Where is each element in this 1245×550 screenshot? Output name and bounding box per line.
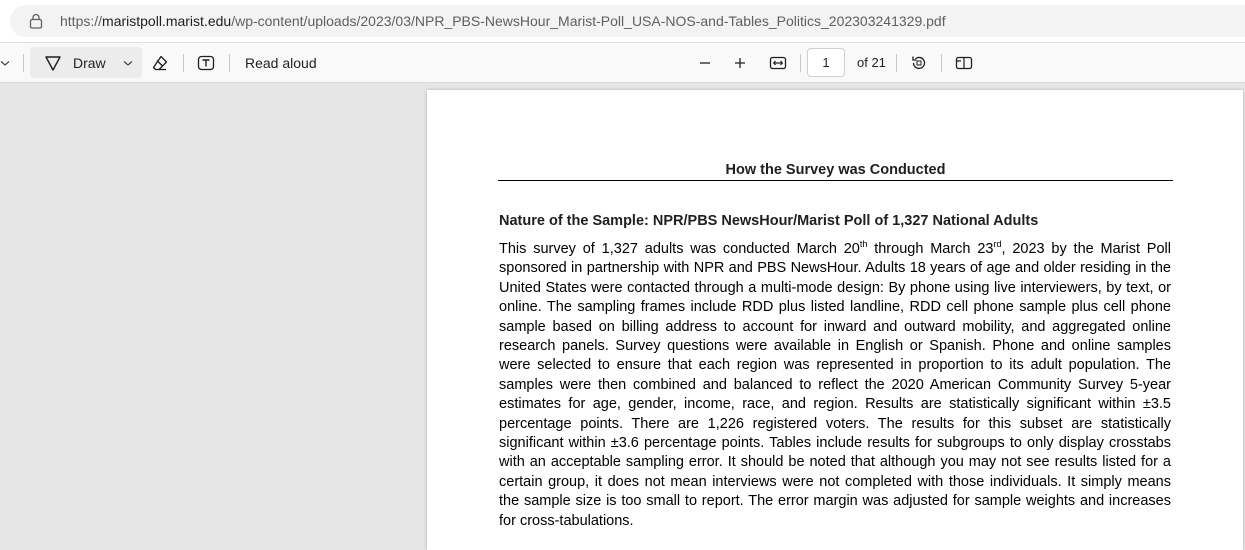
toolbar-divider xyxy=(941,54,942,72)
draw-label: Draw xyxy=(73,54,106,71)
body-text-3: , 2023 by the Marist Poll sponsored in partnership with NPR and PBS NewsHour. Adults 18 years of age and older residing in the United States were contacted through a multi-mode design: By phone using live interviewers, by text, or online. The sampling frames include RDD plus listed landline, RDD cell phone sample plus cell phone sample based on billing address to account for inward and outward mobility, and aggregated online research panels. Survey questions were available in English or Spanish. Phone and online samples were selected to ensure that each region was represented in proportion to its adult population. The samples were then combined and balanced to reflect the 2020 American Community Survey 5-year estimates for age, gender, income, race, and region. Results are statistically significant within ±3.5 percentage points. There are 1,226 registered voters. The results for this subset are statistically significant within ±3.6 percentage points. Tables include results for subgroups to only display crosstabs with an acceptable sampling error. It should be noted that although you may not see results listed for a certain group, it does not mean interviews were not completed with those individuals. It simply means the sample size is too small to report. The error margin was adjusted for sample weights and increases for cross-tabulations. xyxy=(499,241,1171,529)
url-host: maristpoll.marist.edu xyxy=(102,13,232,29)
section-heading: Nature of the Sample: NPR/PBS NewsHour/Marist Poll of 1,327 National Adults xyxy=(499,213,1039,229)
body-text-2: through March 23 xyxy=(867,241,994,257)
pdf-toolbar xyxy=(0,43,1245,83)
zoom-out-icon[interactable] xyxy=(698,43,712,82)
superscript-rd: rd xyxy=(993,239,1002,250)
toolbar-divider xyxy=(183,54,184,72)
body-text-1: This survey of 1,327 adults was conducted March 20 xyxy=(499,241,860,257)
pdf-page xyxy=(427,90,1243,550)
toolbar-divider xyxy=(23,54,24,72)
page-title: How the Survey was Conducted xyxy=(725,162,946,178)
fit-width-icon[interactable] xyxy=(769,43,787,82)
page-number-input[interactable] xyxy=(807,48,845,77)
body-paragraph xyxy=(499,240,1171,531)
toolbar-divider xyxy=(800,54,801,72)
eraser-icon[interactable] xyxy=(151,43,169,82)
chevron-down-icon[interactable] xyxy=(0,43,10,82)
draw-options-chevron-icon[interactable] xyxy=(123,43,133,82)
toolbar-divider xyxy=(896,54,897,72)
text-box-icon[interactable] xyxy=(197,43,215,82)
address-bar xyxy=(0,0,1245,43)
page-view-icon[interactable] xyxy=(955,43,973,82)
url-text[interactable] xyxy=(60,13,946,30)
title-divider xyxy=(498,180,1173,181)
zoom-in-icon[interactable] xyxy=(733,43,747,82)
superscript-th: th xyxy=(859,239,868,250)
url-scheme: https:// xyxy=(60,13,103,29)
read-aloud-button[interactable]: Read aloud xyxy=(245,54,317,71)
page-total-label: of 21 xyxy=(857,55,886,70)
lock-icon[interactable] xyxy=(29,13,43,29)
rotate-icon[interactable] xyxy=(910,43,928,82)
draw-icon xyxy=(44,43,62,82)
toolbar-divider xyxy=(229,54,230,72)
url-path: /wp-content/uploads/2023/03/NPR_PBS-NewsHour_Marist-Poll_USA-NOS-and-Tables_Politics_202303241329.pdf xyxy=(231,13,946,29)
